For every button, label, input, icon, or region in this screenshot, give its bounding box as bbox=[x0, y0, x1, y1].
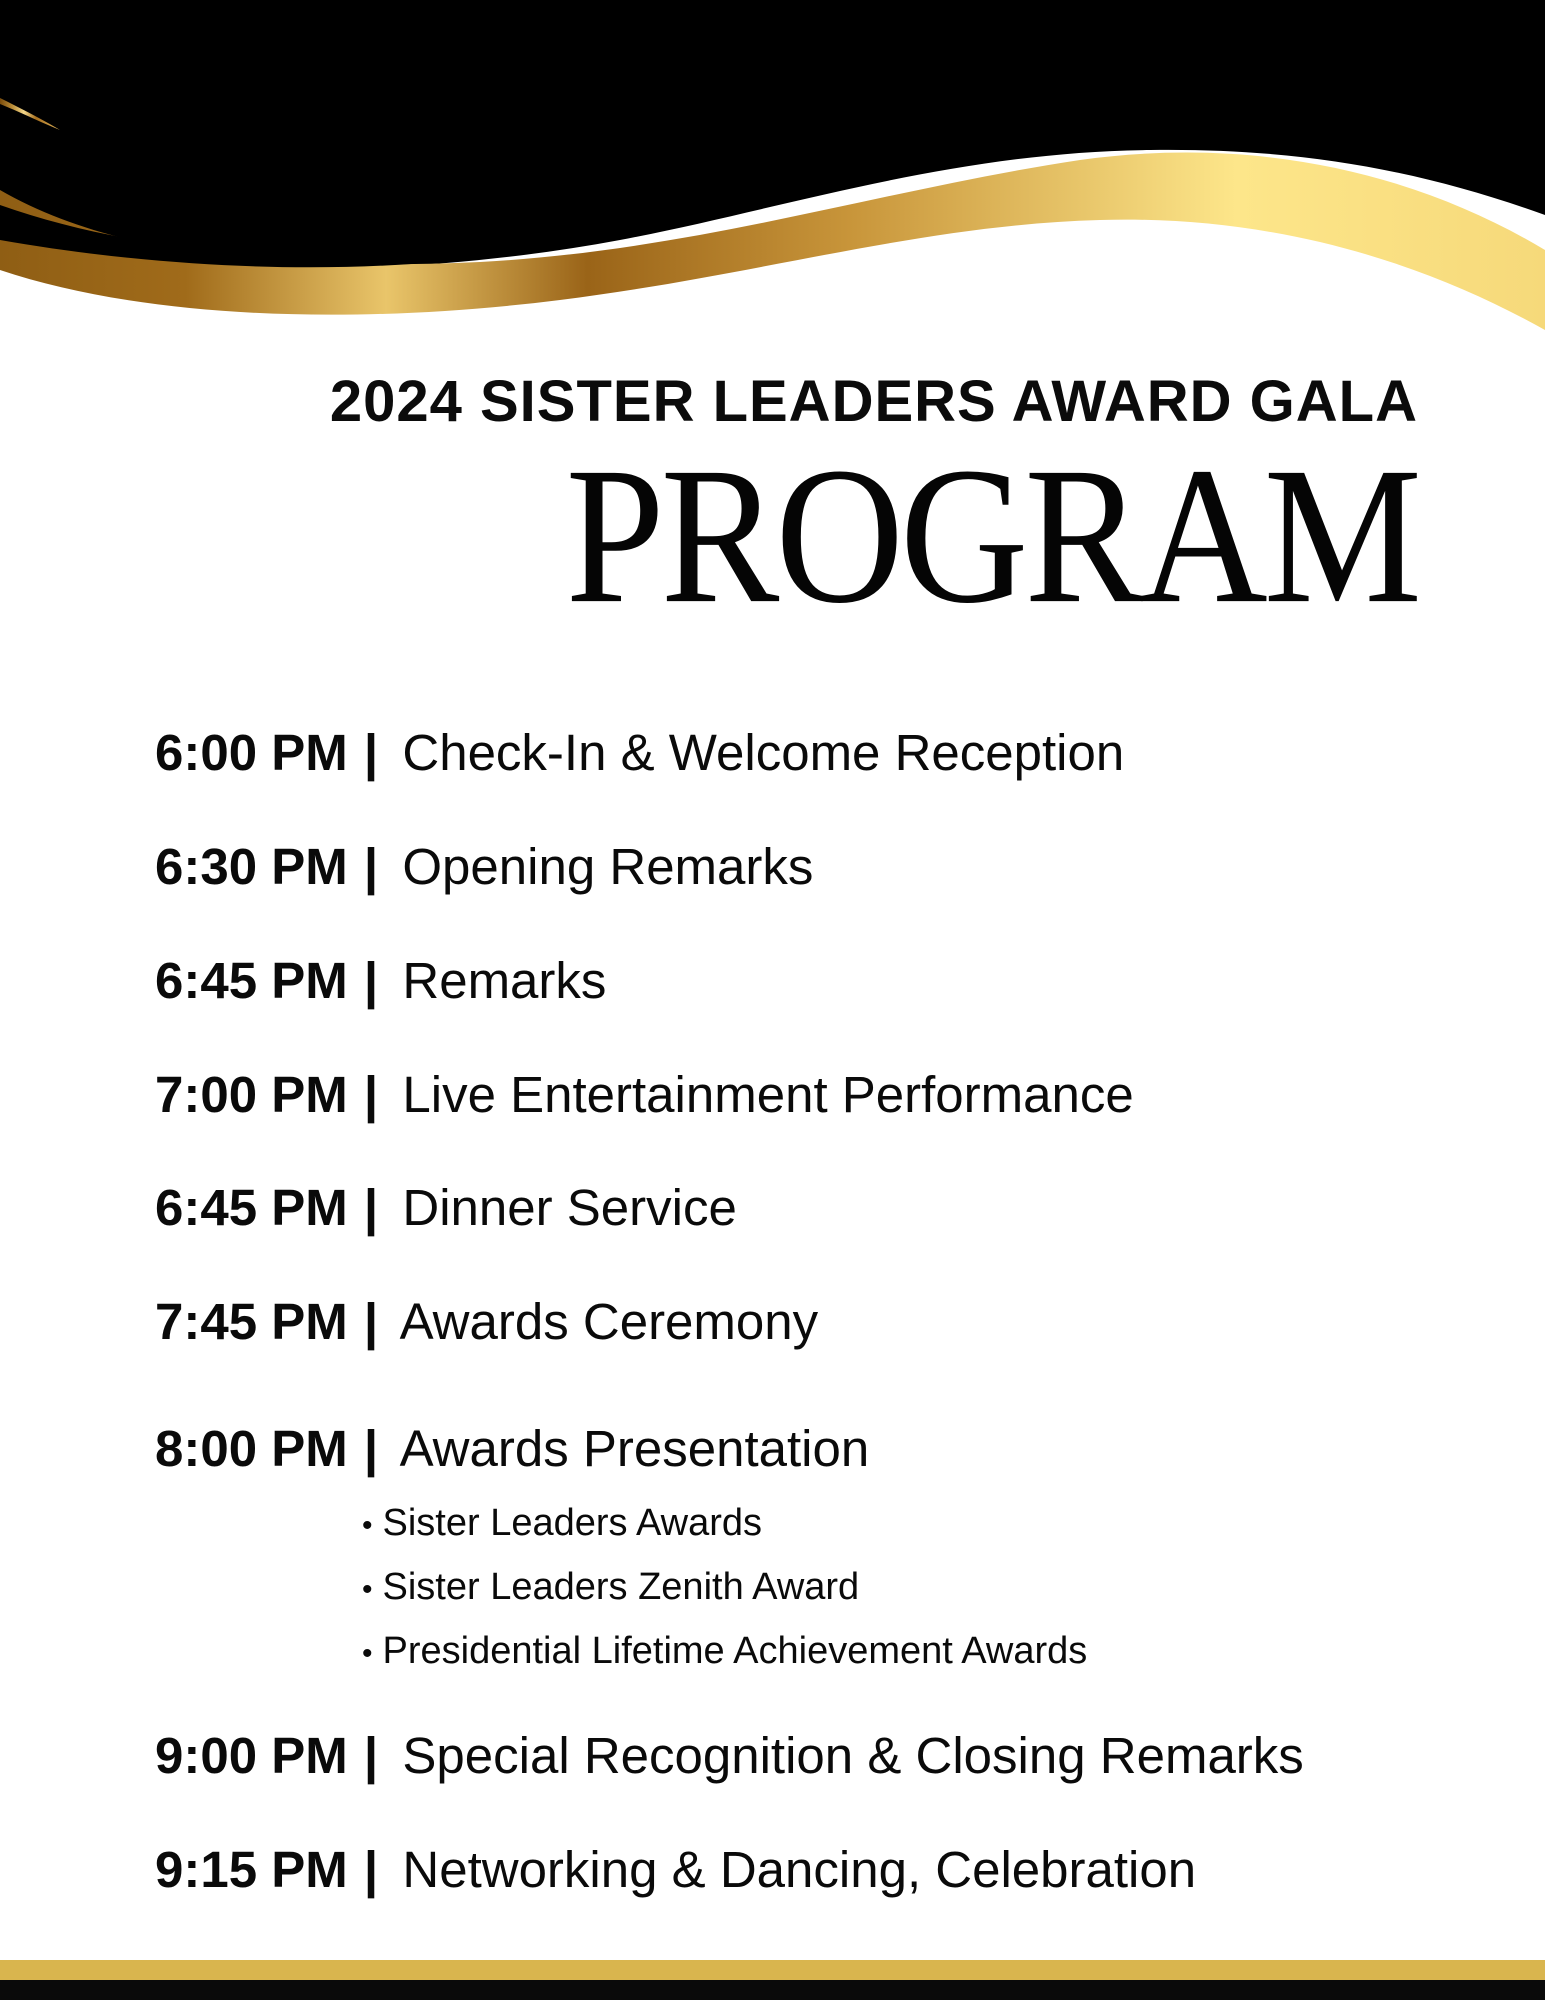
event-subtitle: 2024 SISTER LEADERS AWARD GALA bbox=[329, 369, 1418, 434]
schedule-row bbox=[155, 1065, 1134, 1125]
separator: | bbox=[363, 952, 379, 1009]
separator: | bbox=[363, 1066, 379, 1123]
schedule-event: Awards Presentation bbox=[399, 1420, 870, 1477]
schedule-time: 6:30 PM bbox=[155, 838, 348, 895]
bullet: • bbox=[362, 1637, 373, 1670]
schedule-row bbox=[155, 1178, 737, 1238]
page-title: PROGRAM bbox=[565, 426, 1418, 644]
schedule-event: Networking & Dancing, Celebration bbox=[402, 1841, 1197, 1898]
schedule-row bbox=[155, 1726, 1304, 1786]
separator: | bbox=[363, 1179, 379, 1236]
award-list-item bbox=[362, 1564, 859, 1613]
header-wave-decoration bbox=[0, 0, 1545, 340]
schedule-time: 7:45 PM bbox=[155, 1293, 348, 1350]
separator: | bbox=[363, 1293, 379, 1350]
award-list-item bbox=[362, 1628, 1087, 1677]
separator: | bbox=[363, 1420, 379, 1477]
schedule-event: Awards Ceremony bbox=[399, 1293, 819, 1350]
schedule-row bbox=[155, 1840, 1196, 1900]
schedule-event: Live Entertainment Performance bbox=[402, 1066, 1134, 1123]
schedule-event: Check-In & Welcome Reception bbox=[402, 724, 1125, 781]
schedule-time: 6:45 PM bbox=[155, 1179, 348, 1236]
schedule-row bbox=[155, 1419, 869, 1479]
separator: | bbox=[363, 1727, 379, 1784]
schedule-row bbox=[155, 1292, 818, 1352]
separator: | bbox=[363, 1841, 379, 1898]
bullet: • bbox=[362, 1573, 373, 1606]
schedule-row bbox=[155, 837, 813, 897]
schedule-row bbox=[155, 723, 1124, 783]
footer-gold-stripe bbox=[0, 1960, 1545, 1980]
award-name: Sister Leaders Awards bbox=[382, 1502, 763, 1544]
schedule-time: 9:00 PM bbox=[155, 1727, 348, 1784]
schedule-event: Remarks bbox=[402, 952, 607, 1009]
bullet: • bbox=[362, 1509, 373, 1542]
schedule-time: 9:15 PM bbox=[155, 1841, 348, 1898]
schedule-time: 7:00 PM bbox=[155, 1066, 348, 1123]
schedule-row bbox=[155, 951, 606, 1011]
schedule-event: Special Recognition & Closing Remarks bbox=[402, 1727, 1304, 1784]
schedule-event: Dinner Service bbox=[402, 1179, 737, 1236]
schedule-time: 8:00 PM bbox=[155, 1420, 348, 1477]
schedule-time: 6:45 PM bbox=[155, 952, 348, 1009]
award-name: Presidential Lifetime Achievement Awards bbox=[382, 1630, 1088, 1672]
schedule-event: Opening Remarks bbox=[402, 838, 814, 895]
separator: | bbox=[363, 724, 379, 781]
footer-black-stripe bbox=[0, 1980, 1545, 2000]
award-list-item bbox=[362, 1500, 762, 1549]
separator: | bbox=[363, 838, 379, 895]
award-name: Sister Leaders Zenith Award bbox=[382, 1566, 860, 1608]
schedule-time: 6:00 PM bbox=[155, 724, 348, 781]
